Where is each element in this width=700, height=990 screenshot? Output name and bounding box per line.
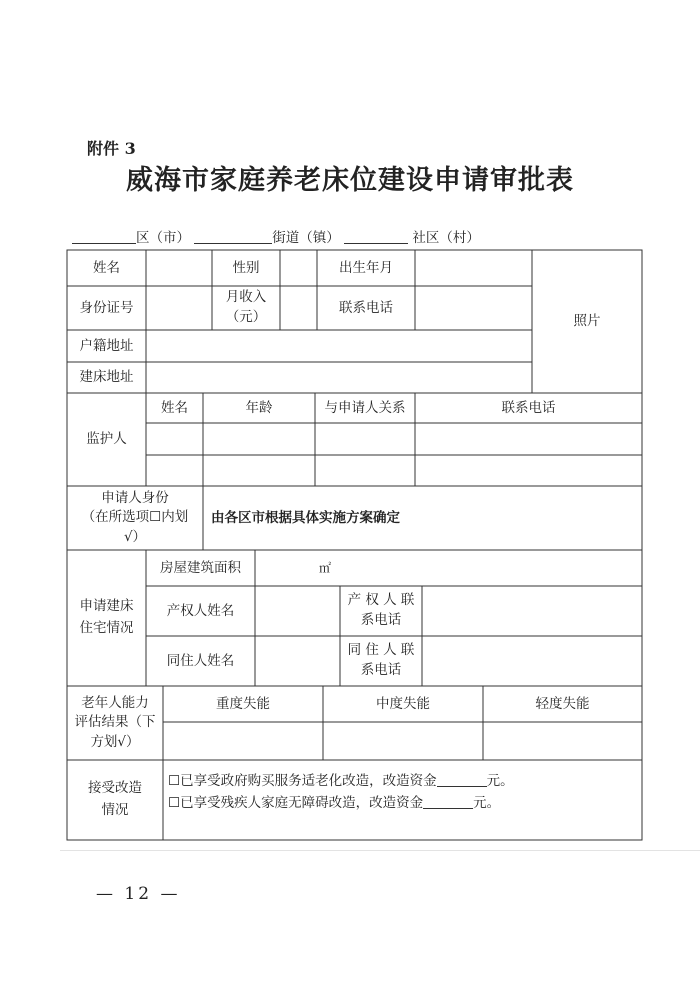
page-number: — 12 —: [96, 884, 181, 904]
district-label: 区（市）: [136, 230, 190, 246]
owner-phone-field[interactable]: [422, 586, 642, 636]
renovation-option-2[interactable]: [168, 791, 500, 811]
owner-phone-label-line2: 系电话: [360, 612, 402, 628]
housing-label-line1: 申请建床: [79, 598, 134, 615]
housing-label: [67, 550, 146, 686]
mild-disability-label: 轻度失能: [535, 695, 590, 712]
guardian-row-2[interactable]: [146, 455, 642, 486]
phone-field[interactable]: [415, 286, 532, 330]
guardian-col-name: 姓名: [161, 399, 188, 416]
identity-label: [67, 486, 203, 550]
severe-disability-check[interactable]: [163, 722, 323, 760]
monthly-income-label: [212, 286, 280, 330]
guardian-col-relation: 与申请人关系: [324, 399, 406, 416]
renovation-option-1-unit: 元。: [486, 773, 514, 789]
cohabitant-name-label: 同住人姓名: [166, 652, 235, 669]
identity-value: 由各区市根据具体实施方案确定: [211, 509, 400, 526]
area-unit: ㎡: [319, 560, 332, 575]
renovation-option-2-amount[interactable]: [423, 794, 473, 809]
street-blank[interactable]: [194, 229, 272, 244]
monthly-income-field[interactable]: [280, 286, 317, 330]
area-field[interactable]: [255, 550, 642, 586]
name-field[interactable]: [146, 250, 212, 286]
birth-label: 出生年月: [339, 259, 393, 276]
mild-disability-check[interactable]: [483, 722, 642, 760]
renovation-option-2-unit: 元。: [473, 795, 501, 811]
area-label: 房屋建筑面积: [160, 559, 241, 576]
form-title: 威海市家庭养老床位建设申请审批表: [126, 165, 574, 196]
identity-label-line1: 申请人身份: [101, 489, 169, 506]
assessment-label-line3: 方划√）: [90, 733, 140, 750]
monthly-income-label-line2: （元）: [225, 309, 267, 325]
owner-name-label: 产权人姓名: [166, 602, 235, 619]
guardian-col-age: 年龄: [245, 399, 273, 416]
community-blank[interactable]: [344, 229, 408, 244]
district-blank[interactable]: [72, 229, 136, 244]
id-number-label: 身份证号: [79, 299, 134, 316]
renovation-option-2-text: ☐已享受残疾人家庭无障碍改造，改造资金: [168, 795, 424, 811]
household-address-field[interactable]: [146, 330, 532, 362]
phone-label: 联系电话: [339, 299, 393, 316]
id-number-field[interactable]: [146, 286, 212, 330]
assessment-label-line2: 评估结果（下: [74, 714, 156, 731]
moderate-disability-label: 中度失能: [376, 695, 430, 712]
annex-label: 附件 3: [87, 139, 136, 158]
gender-field[interactable]: [280, 250, 317, 286]
cohabitant-phone-field[interactable]: [422, 636, 642, 686]
renovation-label-line2: 情况: [101, 802, 129, 818]
footer-divider: [60, 850, 700, 851]
cohabitant-phone-label-line2: 系电话: [360, 662, 402, 678]
housing-label-line2: 住宅情况: [79, 620, 134, 636]
identity-label-line3: √）: [123, 528, 147, 545]
guardian-col-phone: 联系电话: [501, 399, 556, 416]
cohabitant-phone-label-line1: 同 住 人 联: [347, 642, 415, 659]
owner-name-field[interactable]: [255, 586, 340, 636]
cohabitant-phone-label: [340, 636, 422, 686]
monthly-income-label-line1: 月收入: [225, 289, 267, 306]
street-label: 街道（镇）: [272, 230, 340, 246]
identity-label-line2: （在所选项☐内划: [81, 509, 189, 526]
owner-phone-label-line1: 产 权 人 联: [347, 592, 415, 609]
birth-field[interactable]: [415, 250, 532, 286]
district-line: [72, 226, 480, 246]
severe-disability-label: 重度失能: [216, 695, 270, 712]
bed-address-label: 建床地址: [79, 369, 134, 386]
renovation-label-line1: 接受改造: [88, 780, 142, 797]
assessment-label: [67, 686, 163, 760]
guardian-label: 监护人: [86, 431, 127, 448]
renovation-label: [67, 760, 163, 840]
moderate-disability-check[interactable]: [323, 722, 483, 760]
name-label: 姓名: [93, 259, 120, 276]
bed-address-field[interactable]: [146, 362, 532, 393]
renovation-option-1[interactable]: [168, 769, 514, 789]
owner-phone-label: [340, 586, 422, 636]
cohabitant-name-field[interactable]: [255, 636, 340, 686]
community-label: 社区（村）: [412, 230, 480, 246]
guardian-row-1[interactable]: [146, 423, 642, 455]
household-address-label: 户籍地址: [79, 337, 134, 354]
photo-box[interactable]: 照片: [573, 313, 601, 330]
renovation-option-1-text: ☐已享受政府购买服务适老化改造，改造资金: [168, 773, 437, 789]
renovation-option-1-amount[interactable]: [437, 772, 487, 787]
assessment-label-line1: 老年人能力: [81, 694, 149, 711]
gender-label: 性别: [232, 259, 260, 276]
